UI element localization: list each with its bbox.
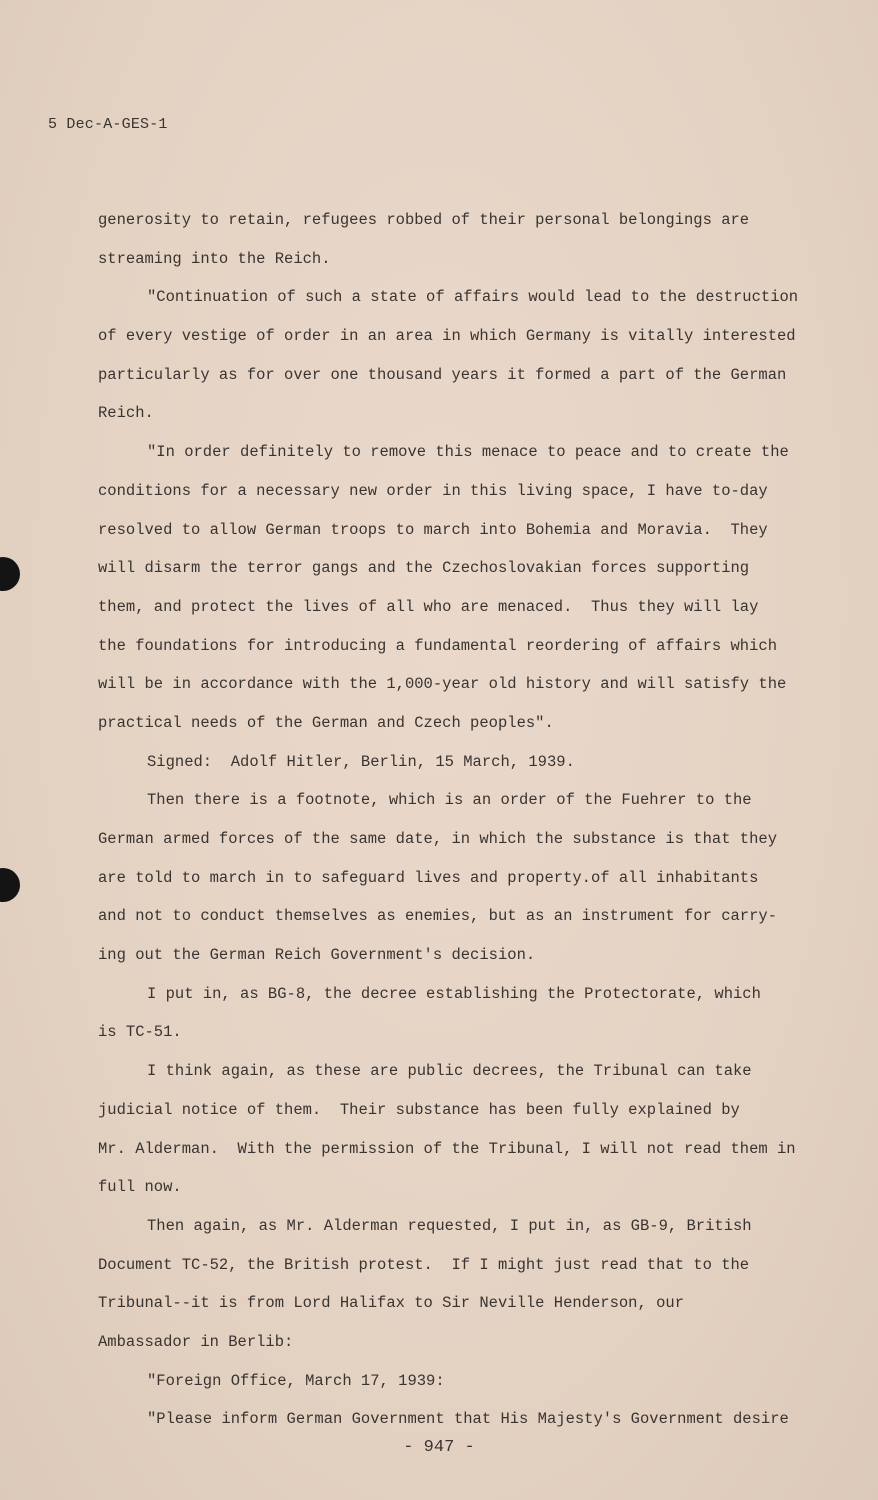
text-line: generosity to retain, refugees robbed of their personal belongings are xyxy=(98,211,750,229)
text-line: "In order definitely to remove this menace to peace and to create the xyxy=(147,443,789,462)
text-line: "Foreign Office, March 17, 1939: xyxy=(147,1371,445,1390)
text-line: will be in accordance with the 1,000-year old history and will satisfy the xyxy=(98,675,787,694)
page-number: - 947 - xyxy=(403,1438,475,1457)
text-line: practical needs of the German and Czech peoples". xyxy=(98,713,554,732)
text-line: Then again, as Mr. Alderman requested, I put in, as GB-9, British xyxy=(147,1216,752,1235)
text-line: Ambassador in Berlib: xyxy=(98,1332,294,1351)
text-line: ing out the German Reich Government's decision. xyxy=(98,946,536,965)
text-line: the foundations for introducing a fundamental reordering of affairs which xyxy=(98,636,778,655)
text-line: conditions for a necessary new order in this living space, I have to-day xyxy=(98,481,768,500)
text-line: particularly as for over one thousand years it formed a part of the German xyxy=(98,365,787,384)
text-line: I think again, as these are public decrees, the Tribunal can take xyxy=(147,1062,752,1081)
text-line: Reich. xyxy=(98,404,154,423)
text-line: Document TC-52, the British protest. If I might just read that to the xyxy=(98,1255,750,1274)
transcript-body xyxy=(98,201,838,1439)
text-line: Tribunal--it is from Lord Halifax to Sir Neville Henderson, our xyxy=(98,1294,684,1313)
text-line: are told to march in to safeguard lives and property.of all inhabitants xyxy=(98,868,759,887)
text-line: and not to conduct themselves as enemies, but as an instrument for carry- xyxy=(98,907,778,926)
text-line: resolved to allow German troops to march into Bohemia and Moravia. They xyxy=(98,520,768,539)
text-line: is TC-51. xyxy=(98,1023,182,1042)
page-id-header: 5 Dec-A-GES-1 xyxy=(48,116,168,133)
text-line: Then there is a footnote, which is an order of the Fuehrer to the xyxy=(147,791,752,810)
text-line: German armed forces of the same date, in which the substance is that they xyxy=(98,830,778,848)
text-line: full now. xyxy=(98,1178,182,1197)
punch-hole-mark xyxy=(0,557,20,591)
text-line: "Please inform German Government that His Majesty's Government desire xyxy=(147,1410,789,1429)
text-line: of every vestige of order in an area in which Germany is vitally interested xyxy=(98,327,796,346)
text-line: "Continuation of such a state of affairs would lead to the destruction xyxy=(147,288,799,307)
text-line: Signed: Adolf Hitler, Berlin, 15 March, 1939. xyxy=(147,752,575,771)
text-line: them, and protect the lives of all who are menaced. Thus they will lay xyxy=(98,597,759,616)
text-line: will disarm the terror gangs and the Czechoslovakian forces supporting xyxy=(98,559,750,578)
text-line: Mr. Alderman. With the permission of the Tribunal, I will not read them in xyxy=(98,1139,796,1158)
punch-hole-mark xyxy=(0,868,20,902)
text-line: streaming into the Reich. xyxy=(98,249,331,268)
text-line: judicial notice of them. Their substance has been fully explained by xyxy=(98,1100,740,1119)
text-line: I put in, as BG-8, the decree establishing the Protectorate, which xyxy=(147,984,761,1003)
